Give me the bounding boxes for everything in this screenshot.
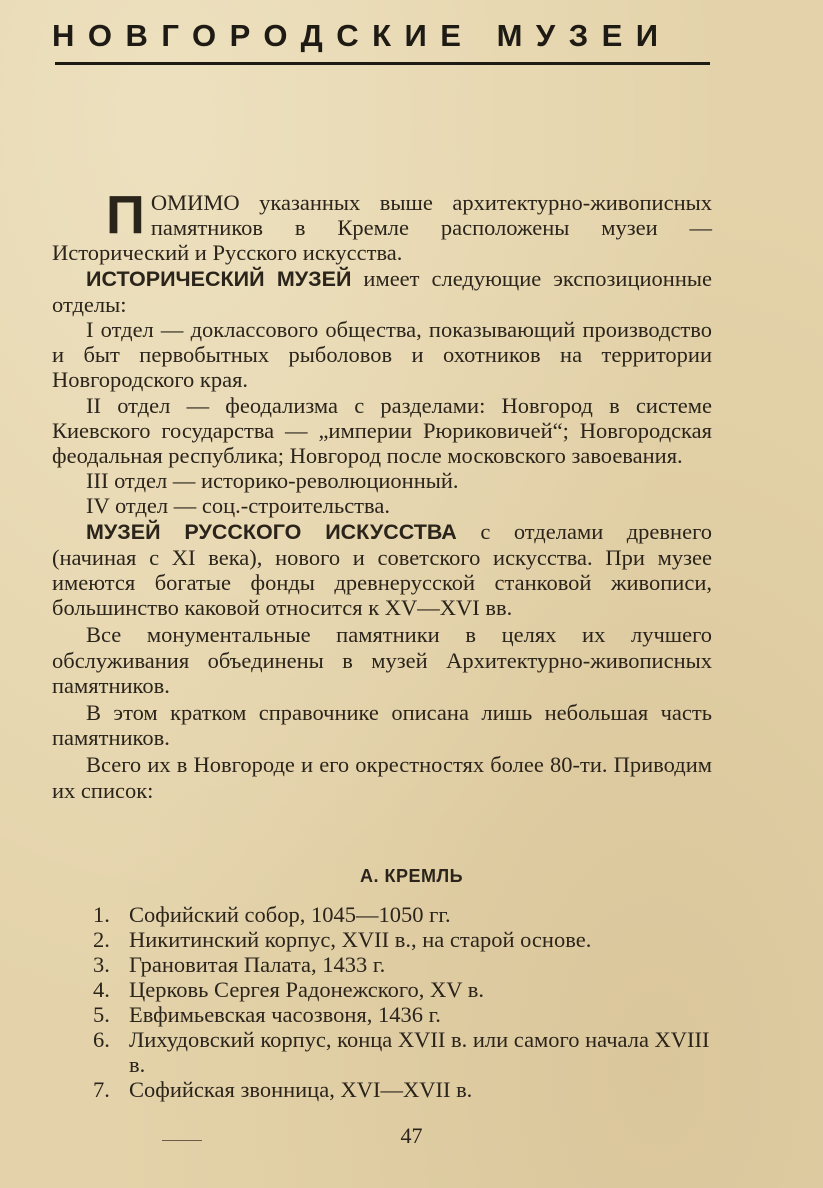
list-item (93, 1077, 713, 1102)
intro-text: ОМИМО указанных выше архитектурно-живописных памятников в Кремле расположены музеи — Исторический и Русского искусства. (52, 190, 712, 266)
guide-paragraph: В этом кратком справочнике описана лишь небольшая часть памятников. (52, 700, 712, 751)
list-number: 2. (93, 927, 110, 952)
historical-museum-paragraph (52, 266, 712, 317)
list-number: 1. (93, 902, 110, 927)
page-number: 47 (400, 1123, 423, 1148)
intro-paragraph (52, 185, 712, 266)
dept-1: I отдел — доклассового общества, показывающий производство и быт первобытных рыболовов и охотников на территории Новгородского края. (52, 317, 712, 393)
list-item (93, 927, 713, 952)
header-rule (55, 62, 710, 65)
list-number: 5. (93, 1002, 110, 1027)
list-text: Никитинский корпус, XVII в., на старой основе. (129, 927, 592, 952)
list-item (93, 977, 713, 1002)
list-text: Лихудовский корпус, конца XVII в. или самого начала XVIII в. (129, 1027, 710, 1077)
list-text: Евфимьевская часозвоня, 1436 г. (129, 1002, 441, 1027)
list-item (93, 952, 713, 977)
list-number: 6. (93, 1027, 110, 1052)
dept-3: III отдел — историко-революционный. (86, 468, 459, 494)
list-number: 4. (93, 977, 110, 1002)
art-museum-heading: МУЗЕЙ РУССКОГО ИСКУССТВА (86, 519, 457, 544)
list-item (93, 1027, 713, 1077)
art-museum-text: с отделами древнего (начиная с XI века), нового и советского искусства. При музее имеются богатые фонды древнерусской станковой живописи, большинство каковой относится к XV—XVI вв. (52, 518, 712, 621)
monument-list (93, 902, 713, 1102)
drop-cap: П (106, 185, 145, 245)
art-museum-paragraph (52, 519, 712, 621)
list-text: Софийская звонница, XVI—XVII в. (129, 1077, 473, 1102)
dept-4: IV отдел — соц.-строительства. (86, 493, 390, 519)
monuments-paragraph: Все монументальные памятники в целях их лучшего обслуживания объединены в музей Архитектурно-живописных памятников. (52, 622, 712, 698)
list-item (93, 902, 713, 927)
section-title: А. КРЕМЛЬ (359, 866, 464, 886)
historical-museum-text: имеет следующие экспозиционные отделы: (52, 265, 712, 317)
historical-museum-heading: ИСТОРИЧЕСКИЙ МУЗЕЙ (86, 266, 352, 291)
total-paragraph: Всего их в Новгороде и его окрестностях более 80-ти. Приводим их список: (52, 752, 712, 803)
list-number: 7. (93, 1077, 110, 1102)
list-number: 3. (93, 952, 110, 977)
list-text: Церковь Сергея Радонежского, XV в. (129, 977, 484, 1002)
running-header: НОВГОРОДСКИЕ МУЗЕИ (52, 18, 672, 53)
list-text: Грановитая Палата, 1433 г. (129, 952, 386, 977)
dept-2: II отдел — феодализма с разделами: Новгород в системе Киевского государства — „империи Рюриковичей“; Новгородская феодальная республика; Новгород после московского завоевания. (52, 392, 712, 469)
list-text: Софийский собор, 1045—1050 гг. (129, 902, 451, 927)
list-item (93, 1002, 713, 1027)
body-text (52, 185, 712, 803)
